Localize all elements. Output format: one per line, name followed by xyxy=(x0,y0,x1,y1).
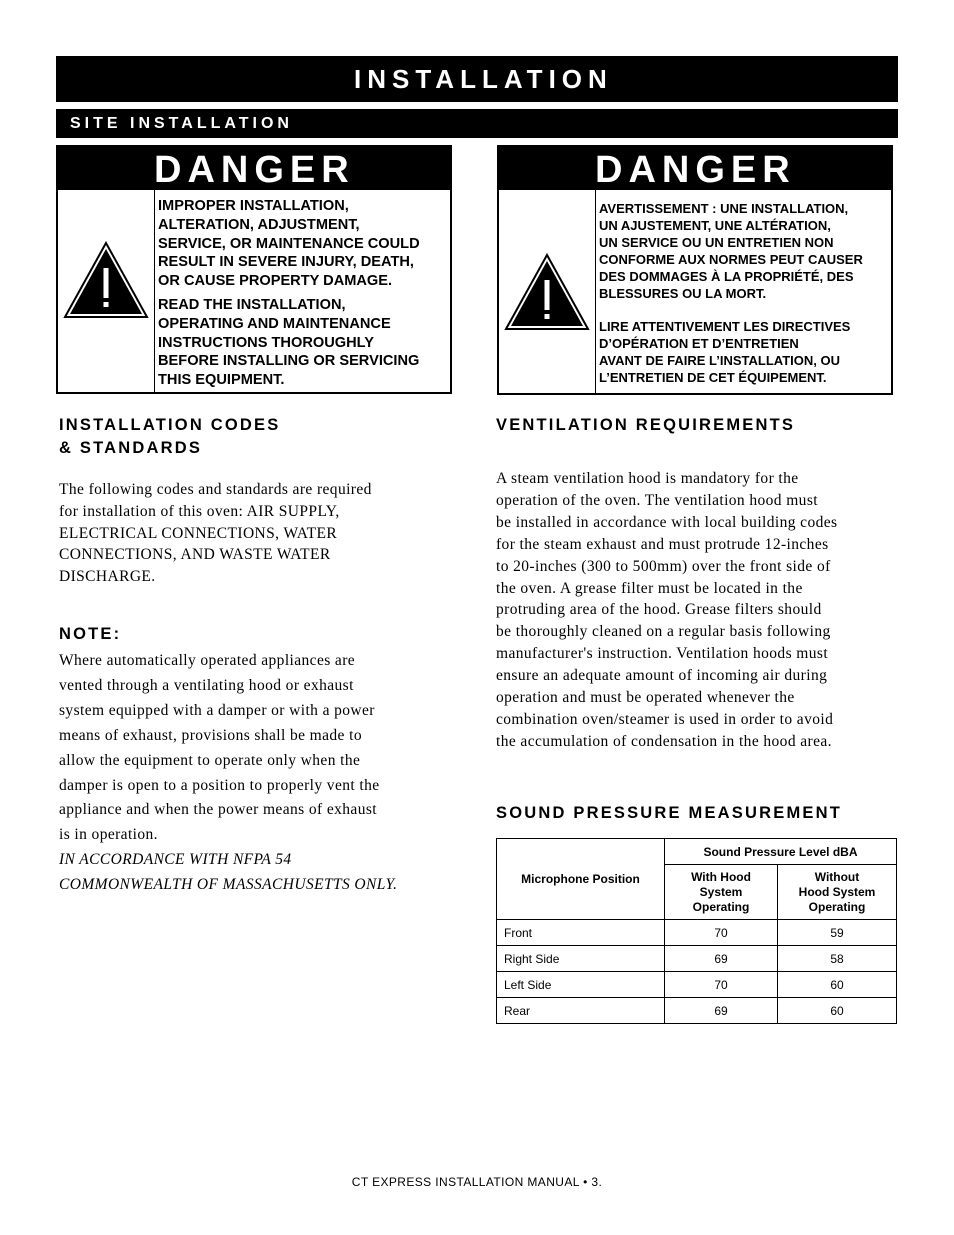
table-row xyxy=(497,972,897,998)
note-body xyxy=(59,649,397,898)
warning-triangle-icon xyxy=(503,252,591,332)
ventilation-text: A steam ventilation hood is mandatory for the operation of the oven. The ventilation hood must be installed in accordance with local building codes for the steam exhaust and must protrude 12-inches to 20-inches (300 to 500mm) over the front side of the oven. A grease filter must be located in the protruding area of the hood. Grease filters should be thoroughly cleaned on a regular basis following manufacturer's instruction. Ventilation hoods must ensure an adequate amount of incoming air during operation and must be operated whenever the combination oven/steamer is used in order to avoid the accumulation of condensation in the hood area. xyxy=(496,470,838,750)
warning-icon-cell xyxy=(499,190,596,393)
note-italic-text: IN ACCORDANCE WITH NFPA 54 COMMONWEALTH OF MASSACHUSETTS ONLY. xyxy=(59,851,398,894)
cell-without-hood: 58 xyxy=(778,946,897,972)
table-row xyxy=(497,946,897,972)
danger-text xyxy=(599,201,889,387)
col-with-hood: With Hood System Operating xyxy=(665,865,778,920)
subsection-title: SITE INSTALLATION xyxy=(70,115,293,132)
danger-header xyxy=(58,147,450,190)
danger-title: DANGER xyxy=(154,149,355,191)
danger-title: DANGER xyxy=(595,149,796,191)
sound-pressure-table xyxy=(496,838,897,1024)
cell-position: Right Side xyxy=(497,946,665,972)
note-text: Where automatically operated appliances are vented through a ventilating hood or exhaust system equipped with a damper or with a power means of exhaust, provisions shall be made to allow the equipment to operate only when the damper is open to a position to properly vent the appliance and when the power means of exhaust is in operation. xyxy=(59,652,380,844)
danger-paragraph: IMPROPER INSTALLATION, ALTERATION, ADJUSTMENT, SERVICE, OR MAINTENANCE COULD RESULT IN SEVERE INJURY, DEATH, OR CAUSE PROPERTY DAMAGE. xyxy=(158,198,420,290)
cell-without-hood: 60 xyxy=(778,998,897,1024)
note-heading: NOTE: xyxy=(59,625,122,643)
page-footer: CT EXPRESS INSTALLATION MANUAL • 3. xyxy=(351,1175,603,1189)
cell-without-hood: 59 xyxy=(778,920,897,946)
cell-position: Rear xyxy=(497,998,665,1024)
danger-box-english xyxy=(56,145,452,394)
ventilation-body xyxy=(496,468,837,753)
danger-box-french xyxy=(497,145,893,395)
table-row xyxy=(497,998,897,1024)
sound-heading: SOUND PRESSURE MEASUREMENT xyxy=(496,804,842,822)
danger-paragraph: AVERTISSEMENT : UNE INSTALLATION, UN AJUSTEMENT, UNE ALTÉRATION, UN SERVICE OU UN ENTRETIEN NON CONFORME AUX NORMES PEUT CAUSER DES DOMMAGES À LA PROPRIÉTÉ, DES BLESSURES OU LA MORT. xyxy=(599,201,863,301)
cell-with-hood: 70 xyxy=(665,972,778,998)
danger-paragraph: READ THE INSTALLATION, OPERATING AND MAINTENANCE INSTRUCTIONS THOROUGHLY BEFORE INSTALLING OR SERVICING THIS EQUIPMENT. xyxy=(158,296,420,389)
cell-without-hood: 60 xyxy=(778,972,897,998)
codes-heading: INSTALLATION CODES & STANDARDS xyxy=(59,416,281,457)
table-header-row xyxy=(497,839,897,865)
cell-position: Left Side xyxy=(497,972,665,998)
danger-paragraph: LIRE ATTENTIVEMENT LES DIRECTIVES D’OPÉRATION ET D’ENTRETIEN AVANT DE FAIRE L’INSTALLATION, OU L’ENTRETIEN DE CET ÉQUIPEMENT. xyxy=(599,319,851,386)
cell-position: Front xyxy=(497,920,665,946)
warning-triangle-icon xyxy=(62,240,150,320)
danger-text xyxy=(158,197,446,390)
col-without-hood: Without Hood System Operating xyxy=(778,865,897,920)
col-sound-pressure-level: Sound Pressure Level dBA xyxy=(665,839,897,865)
cell-with-hood: 69 xyxy=(665,946,778,972)
subsection-header-bar xyxy=(56,109,898,138)
table-row xyxy=(497,920,897,946)
cell-with-hood: 69 xyxy=(665,998,778,1024)
warning-icon-cell xyxy=(58,190,155,392)
codes-body xyxy=(59,479,372,588)
section-header-bar xyxy=(56,56,898,102)
danger-header xyxy=(499,147,891,190)
col-microphone-position: Microphone Position xyxy=(497,839,665,920)
codes-text: The following codes and standards are required for installation of this oven: AIR SUPPLY, ELECTRICAL CONNECTIONS, WATER CONNECTIONS, AND WASTE WATER DISCHARGE. xyxy=(59,481,372,586)
section-title: INSTALLATION xyxy=(354,64,613,94)
ventilation-heading: VENTILATION REQUIREMENTS xyxy=(496,416,796,434)
cell-with-hood: 70 xyxy=(665,920,778,946)
